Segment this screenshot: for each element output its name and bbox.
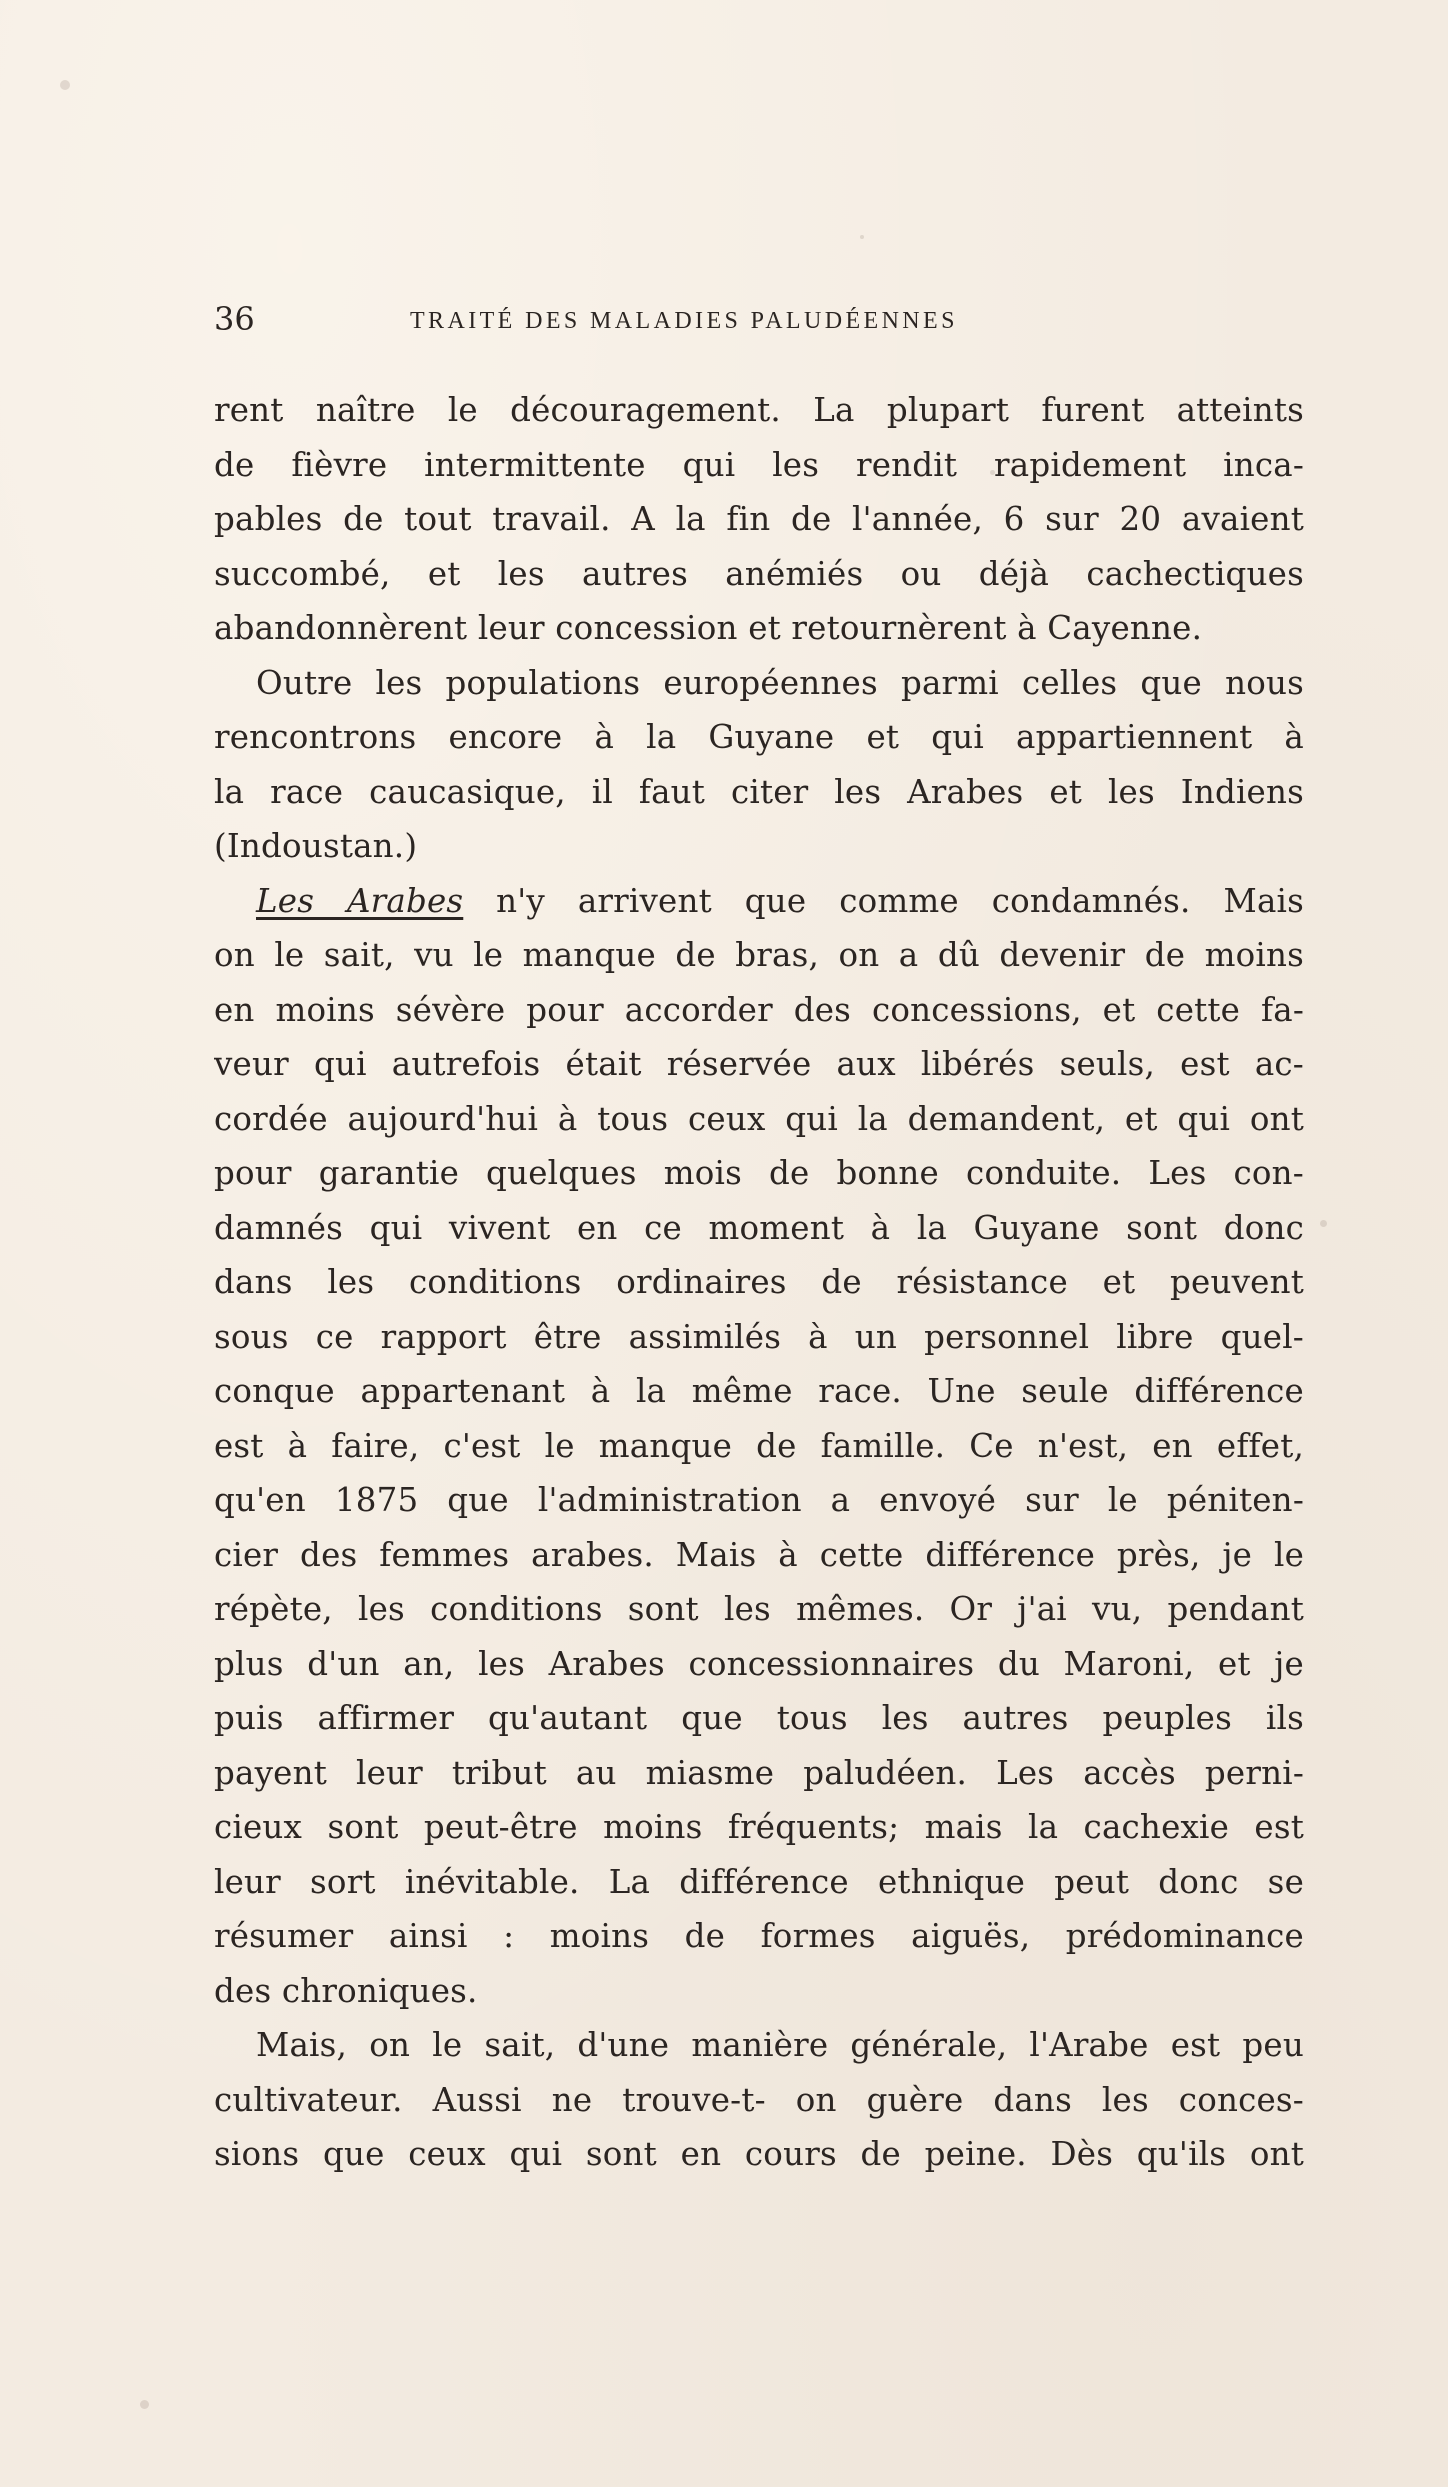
text-line: la race caucasique, il faut citer les Arabes et les Indiens [214, 772, 1304, 811]
text-line: succombé, et les autres anémiés ou déjà cachectiques [214, 554, 1304, 593]
paper-speck [860, 235, 864, 239]
paper-speck [140, 2400, 149, 2409]
text-line: résumer ainsi : moins de formes aiguës, prédominance [214, 1917, 1304, 1955]
text-line [214, 874, 1304, 929]
page-header [214, 300, 1304, 350]
text-line-rest: n'y arrivent que comme condamnés. Mais [463, 881, 1304, 920]
text-line: de fièvre intermittente qui les rendit rapidement inca- [214, 445, 1304, 484]
text-line: payent leur tribut au miasme paludéen. Les accès perni- [214, 1753, 1304, 1792]
text-line: conque appartenant à la même race. Une seule différence [214, 1372, 1304, 1410]
text-line: cordée aujourd'hui à tous ceux qui la demandent, et qui ont [214, 1099, 1304, 1138]
text-line: sous ce rapport être assimilés à un personnel libre quel- [214, 1317, 1304, 1356]
text-line: pables de tout travail. A la fin de l'année, 6 sur 20 avaient [214, 500, 1304, 538]
body-text [214, 383, 1304, 2182]
running-title: TRAITÉ DES MALADIES PALUDÉENNES [410, 308, 958, 334]
text-line: cier des femmes arabes. Mais à cette différence près, je le [214, 1535, 1304, 1574]
text-line: plus d'un an, les Arabes concessionnaires du Maroni, et je [214, 1644, 1304, 1683]
text-line: puis affirmer qu'autant que tous les autres peuples ils [214, 1699, 1304, 1737]
text-line: abandonnèrent leur concession et retournèrent à Cayenne. [214, 609, 1203, 647]
text-line: Outre les populations européennes parmi celles que nous [256, 663, 1304, 702]
text-line: rent naître le découragement. La plupart furent atteints [214, 391, 1304, 429]
text-line: leur sort inévitable. La différence ethnique peut donc se [214, 1862, 1304, 1901]
italic-lead: Les Arabes [256, 881, 464, 920]
text-line: cieux sont peut-être moins fréquents; mais la cachexie est [214, 1808, 1304, 1846]
text-line: répète, les conditions sont les mêmes. Or j'ai vu, pendant [214, 1590, 1304, 1628]
text-line: pour garantie quelques mois de bonne conduite. Les con- [214, 1154, 1304, 1192]
text-line: des chroniques. [214, 1971, 478, 2010]
text-line: on le sait, vu le manque de bras, on a dû devenir de moins [214, 936, 1304, 974]
text-line: damnés qui vivent en ce moment à la Guyane sont donc [214, 1208, 1304, 1247]
text-line: sions que ceux qui sont en cours de peine. Dès qu'ils ont [214, 2135, 1304, 2173]
text-line: veur qui autrefois était réservée aux libérés seuls, est ac- [214, 1045, 1304, 1083]
text-line: Mais, on le sait, d'une manière générale, l'Arabe est peu [256, 2026, 1304, 2064]
paper-speck [60, 80, 70, 90]
text-line: cultivateur. Aussi ne trouve-t- on guère dans les conces- [214, 2080, 1304, 2119]
text-line: dans les conditions ordinaires de résistance et peuvent [214, 1263, 1304, 1301]
paper-speck [1320, 1220, 1327, 1227]
text-line: rencontrons encore à la Guyane et qui appartiennent à [214, 718, 1304, 756]
text-line: (Indoustan.) [214, 827, 418, 865]
text-line: est à faire, c'est le manque de famille. Ce n'est, en effet, [214, 1426, 1304, 1465]
text-line: qu'en 1875 que l'administration a envoyé sur le péniten- [214, 1481, 1304, 1519]
page-number: 36 [214, 300, 255, 338]
text-line: en moins sévère pour accorder des concessions, et cette fa- [214, 990, 1304, 1029]
